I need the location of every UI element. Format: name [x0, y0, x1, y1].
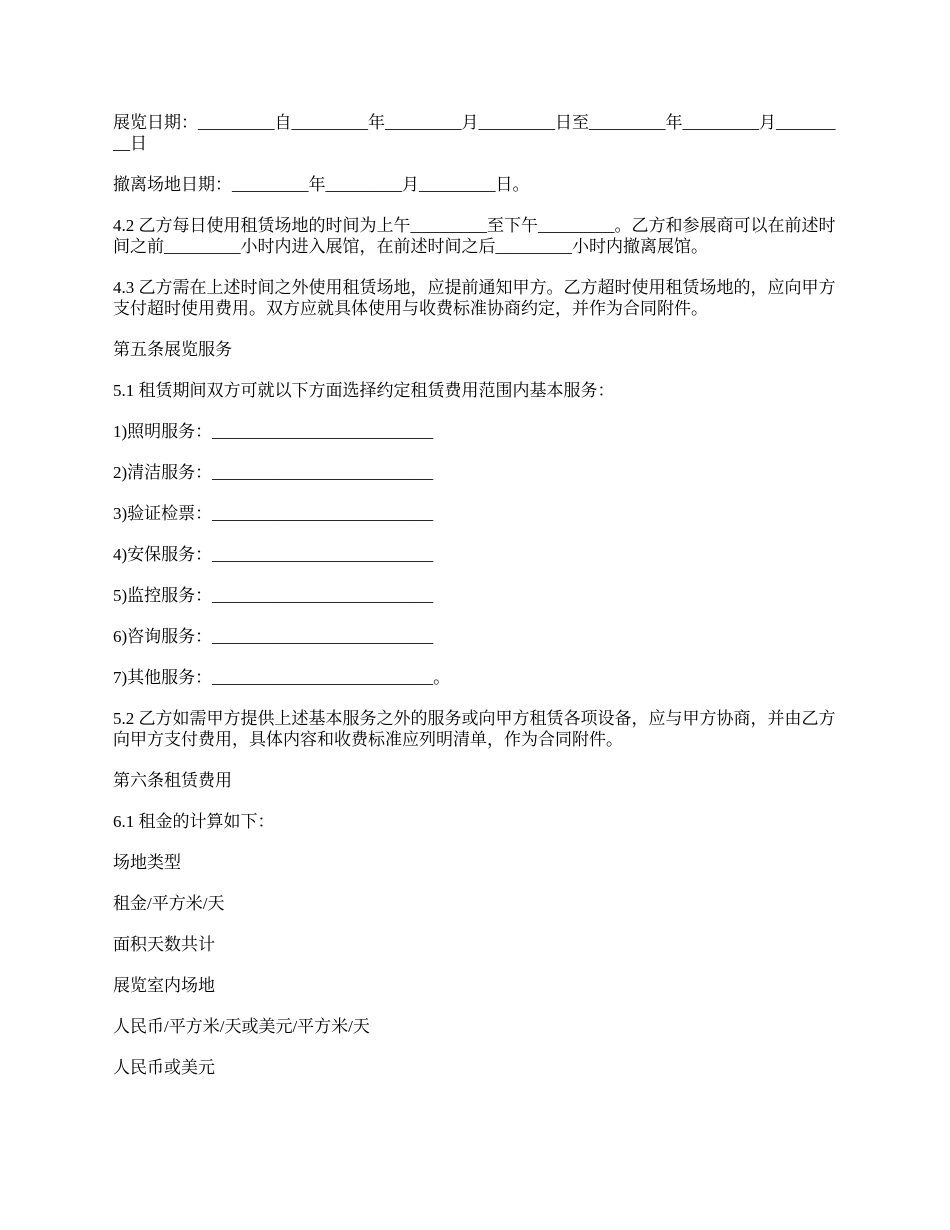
paragraph-clause-4-3: 4.3 乙方需在上述时间之外使用租赁场地，应提前通知甲方。乙方超时使用租赁场地的，应向甲方支付超时使用费用。双方应就具体使用与收费标准协商约定，并作为合同附件。: [113, 278, 836, 318]
service-item-consulting: 6)咨询服务：__________________________: [113, 627, 434, 646]
heading-article-6: 第六条租赁费用: [113, 771, 232, 790]
heading-article-5: 第五条展览服务: [113, 340, 232, 359]
service-item-cleaning: 2)清洁服务：__________________________: [113, 463, 434, 482]
table-cell-rent-unit: 租金/平方米/天: [113, 894, 225, 913]
paragraph-clause-5-2: 5.2 乙方如需甲方提供上述基本服务之外的服务或向甲方租赁各项设备，应与甲方协商，并由乙方向甲方支付费用，具体内容和收费标准应列明清单，作为合同附件。: [113, 709, 836, 749]
paragraph-exhibition-dates: 展览日期：_________自_________年_________月_________日至_________年_________月_________日: [113, 113, 836, 153]
service-item-ticketing: 3)验证检票：__________________________: [113, 504, 434, 523]
service-item-lighting: 1)照明服务：__________________________: [113, 422, 434, 441]
paragraph-clause-6-1: 6.1 租金的计算如下：: [113, 812, 275, 831]
paragraph-withdrawal-date: 撤离场地日期：_________年_________月_________日。: [113, 175, 530, 194]
paragraph-clause-5-1: 5.1 租赁期间双方可就以下方面选择约定租赁费用范围内基本服务：: [113, 381, 615, 400]
table-cell-venue-type: 场地类型: [113, 853, 181, 872]
service-item-monitoring: 5)监控服务：__________________________: [113, 586, 434, 605]
table-cell-area-days-total: 面积天数共计: [113, 935, 215, 954]
service-item-other: 7)其他服务：__________________________。: [113, 668, 451, 687]
table-cell-currency-total: 人民币或美元: [113, 1058, 215, 1077]
table-cell-indoor-venue: 展览室内场地: [113, 976, 215, 995]
table-cell-currency-rate: 人民币/平方米/天或美元/平方米/天: [113, 1017, 370, 1036]
document-page: [113, 112, 841, 1098]
paragraph-clause-4-2: 4.2 乙方每日使用租赁场地的时间为上午_________至下午_________。乙方和参展商可以在前述时间之前_________小时内进入展馆，在前述时间之后_________小时内撤离展馆。: [113, 216, 836, 256]
service-item-security: 4)安保服务：__________________________: [113, 545, 434, 564]
